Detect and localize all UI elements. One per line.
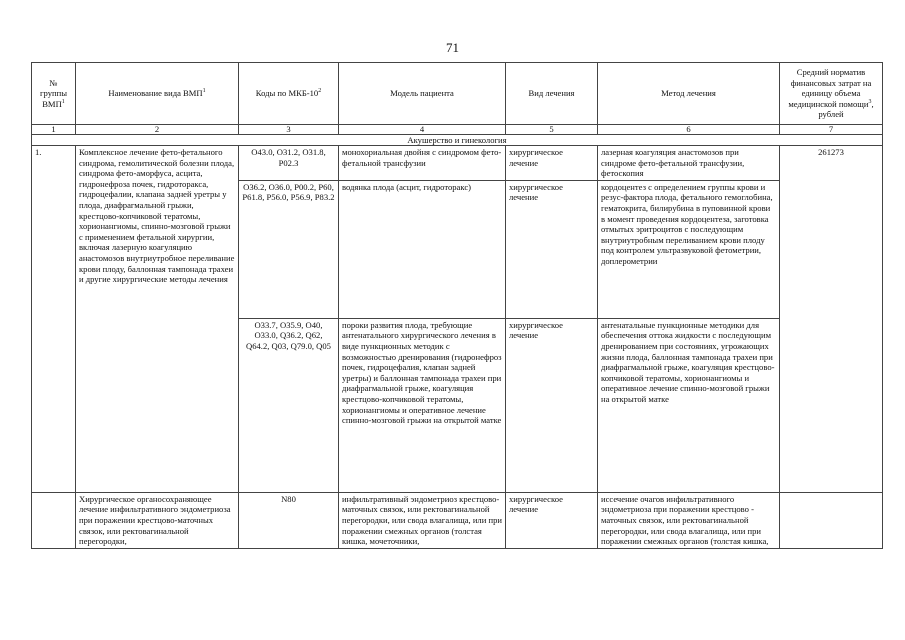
header-treatment-type: Вид лечения [506, 63, 598, 125]
group-number: 1. [32, 146, 76, 493]
header-group-number: № группы ВМП$^1$ [32, 63, 76, 125]
patient-model: пороки развития плода, требующие антенатального хирургического лечения в виде пункционных методик с возможностью дренирования (гидронефроз почек, гидроцефалия, клапан задней уретры) и баллонная тампонада трахеи при диафрагмальной грыже, коагуляция крестцово-копчиковой тератомы, хорионангиомы и оперативное лечение спинно-мозговой грыжи на открытой матке [339, 318, 506, 492]
table-row [32, 492, 883, 548]
icd-codes: O43.0, O31.2, O31.8, P02.3 [239, 146, 339, 181]
table-row [32, 146, 883, 181]
column-number: 2 [76, 125, 239, 135]
icd-codes: N80 [239, 492, 339, 548]
group-number [32, 492, 76, 548]
column-number: 3 [239, 125, 339, 135]
patient-model: инфильтративный эндометриоз крестцово-маточных связок, или ректовагинальной перегородки, или свода влагалища, или при поражении смежных органов (толстая кишка, мочеточники, [339, 492, 506, 548]
vmp-name: Хирургическое органосохраняющее лечение инфильтративного эндометриоза при поражении крестцово-маточных связок, или ректовагинальной перегородки, [76, 492, 239, 548]
treatment-method: антенатальные пункционные методики для обеспечения оттока жидкости с последующим дренированием при состояниях, угрожающих жизни плода, баллонная тампонада трахеи при диафрагмальной грыже, коагуляция крестцово-копчиковой тератомы, хорионангиомы и оперативное лечение спинно-мозговой грыжи на открытой матке [598, 318, 780, 492]
patient-model: монохориальная двойня с синдромом фето-фетальной трансфузии [339, 146, 506, 181]
vmp-table [31, 62, 883, 549]
treatment-type: хирургическое лечение [506, 146, 598, 181]
section-row [32, 135, 883, 146]
header-row [32, 63, 883, 125]
treatment-method: кордоцентез с определением группы крови и резус-фактора плода, фетального гемоглобина, гематокрита, билирубина в пуповинной крови в момент проведения кордоцентеза, заготовка отмытых эритроцитов с последующим внутриутробным переливанием крови плоду под контролем ультразвуковой фетометрии, доплерометрии [598, 180, 780, 318]
icd-codes: O36.2, O36.0, P00.2, P60, P61.8, P56.0, P56.9, P83.2 [239, 180, 339, 318]
section-title: Акушерство и гинекология [32, 135, 883, 146]
column-number: 7 [780, 125, 883, 135]
financial-norm: 261273 [780, 146, 883, 493]
header-vmp-name: Наименование вида ВМП$^1$ [76, 63, 239, 125]
column-number: 4 [339, 125, 506, 135]
header-treatment-method: Метод лечения [598, 63, 780, 125]
patient-model: водянка плода (асцит, гидроторакс) [339, 180, 506, 318]
icd-codes: O33.7, O35.9, O40, O33.0, Q36.2, Q62, Q64.2, Q03, Q79.0, Q05 [239, 318, 339, 492]
column-number: 5 [506, 125, 598, 135]
column-number: 6 [598, 125, 780, 135]
vmp-name: Комплексное лечение фето-фетального синдрома, гемолитической болезни плода, синдрома фето-аморфуса, асцита, гидронефроза почек, гидроторакса, гидроцефалии, клапана задней уретры у плода, диафрагмальной грыжи, крестцово-копчиковой тератомы, хорионангиомы, спинно-мозговой грыжи с применением фетальной хирургии, включая лазерную коагуляцию анастомозов внутриутробное переливание крови плоду, баллонная тампонада трахеи и другие хирургические методы лечения [76, 146, 239, 493]
treatment-type: хирургическое лечение [506, 318, 598, 492]
page-number: 71 [446, 40, 459, 55]
treatment-type: хирургическое лечение [506, 180, 598, 318]
treatment-type: хирургическое лечение [506, 492, 598, 548]
header-patient-model: Модель пациента [339, 63, 506, 125]
column-number: 1 [32, 125, 76, 135]
treatment-method: лазерная коагуляция анастомозов при синдроме фето-фетальной трансфузии, фетоскопия [598, 146, 780, 181]
financial-norm [780, 492, 883, 548]
column-number-row [32, 125, 883, 135]
header-financial-norm: Средний норматив финансовых затрат на единицу объема медицинской помощи$^3$, рублей [780, 63, 883, 125]
header-icd-codes: Коды по МКБ-$10^2$ [239, 63, 339, 125]
treatment-method: иссечение очагов инфильтративного эндометриоза при поражении крестцово - маточных связок, или ректовагинальной перегородки, или свода влагалища, или при поражении смежных органов (толстая кишка, [598, 492, 780, 548]
